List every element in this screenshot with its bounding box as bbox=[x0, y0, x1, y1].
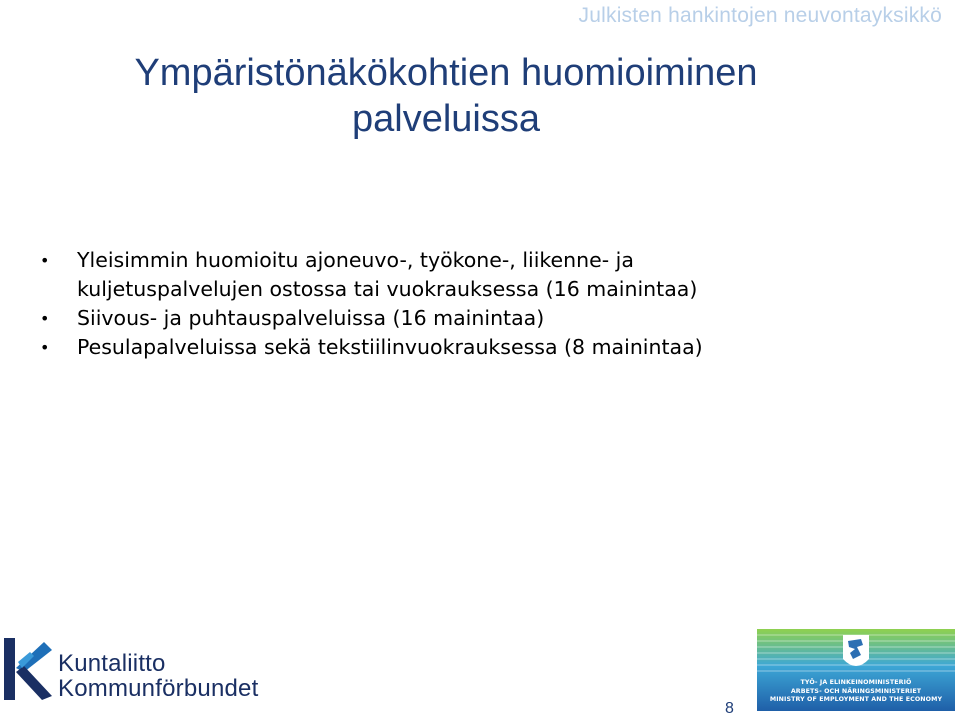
kuntaliitto-name: Kuntaliitto bbox=[58, 650, 166, 677]
kuntaliitto-k-logo-icon bbox=[4, 638, 52, 700]
tem-name-swedish: ARBETS- OCH NÄRINGSMINISTERIET bbox=[790, 687, 922, 695]
bullet-dot-icon: • bbox=[40, 251, 50, 270]
bullet-dot-icon: • bbox=[40, 338, 50, 357]
tem-ministry-name bbox=[757, 679, 955, 705]
kuntaliitto-logo bbox=[4, 636, 284, 706]
bullet-list bbox=[40, 246, 760, 362]
tem-ministry-logo bbox=[757, 629, 955, 711]
slide-title-line-1: Ympäristönäkökohtien huomioiminen bbox=[134, 52, 758, 94]
bullet-text: Pesulapalveluissa sekä tekstiilinvuokrauksessa (8 mainintaa) bbox=[77, 335, 703, 359]
kommunforbundet-name: Kommunförbundet bbox=[58, 675, 259, 702]
slide-title bbox=[66, 50, 826, 142]
bullet-text: Siivous- ja puhtauspalveluissa (16 mainintaa) bbox=[77, 306, 545, 330]
tem-name-finnish: TYÖ- JA ELINKEINOMINISTERIÖ bbox=[800, 679, 912, 686]
bullet-item bbox=[40, 333, 760, 362]
bullet-item bbox=[40, 304, 760, 333]
bullet-text: Yleisimmin huomioitu ajoneuvo-, työkone-, liikenne- ja kuljetuspalvelujen ostossa tai vuokrauksessa (16 mainintaa) bbox=[77, 248, 698, 301]
bullet-dot-icon: • bbox=[40, 309, 50, 328]
bullet-item bbox=[40, 246, 760, 304]
finnish-lion-crest-icon bbox=[843, 635, 869, 666]
organization-header: Julkisten hankintojen neuvontayksikkö bbox=[578, 4, 942, 27]
tem-name-english: MINISTRY OF EMPLOYMENT AND THE ECONOMY bbox=[769, 696, 943, 703]
page-number: 8 bbox=[725, 700, 734, 717]
slide-title-line-2: palveluissa bbox=[352, 98, 540, 140]
